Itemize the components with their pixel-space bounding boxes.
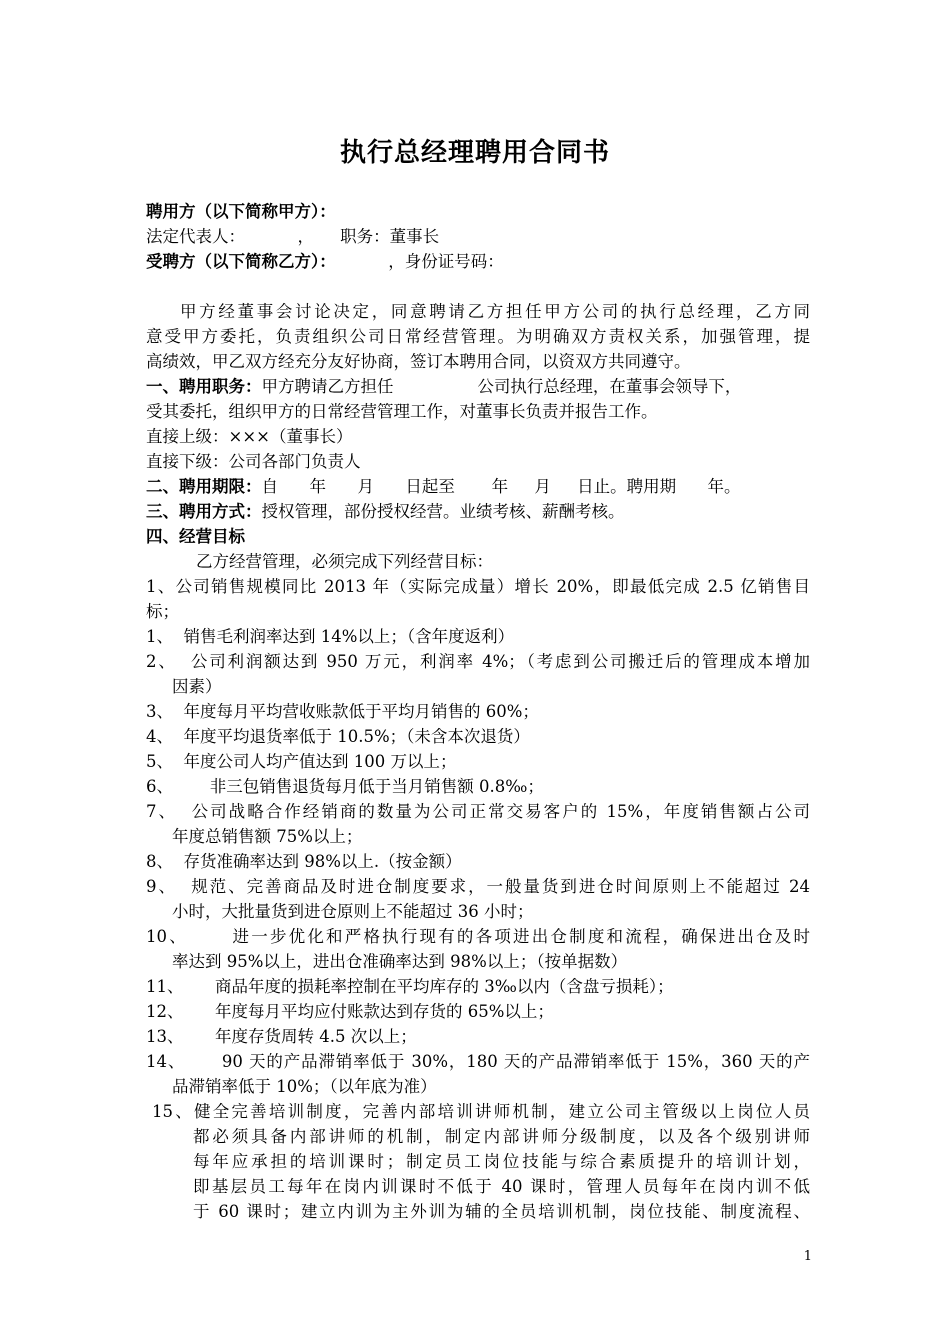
line-text: 即基层员工每年在岗内训课时不低于 40 课时，管理人员每年在岗内训不低: [193, 1177, 810, 1196]
text-line: [146, 999, 810, 1024]
line-text: 直接上级：×××（董事长）: [146, 427, 353, 446]
bold-heading: 聘用方（以下简称甲方）：: [146, 202, 336, 221]
line-text: 直接下级：公司各部门负责人: [146, 452, 361, 471]
text-line: [146, 449, 810, 474]
text-line: [146, 349, 810, 374]
line-text: ，身份证号码：: [335, 252, 504, 271]
text-line: [146, 649, 810, 674]
text-line: [146, 799, 810, 824]
text-line: [146, 599, 810, 624]
line-text: 13、 年度存货周转 4.5 次以上；: [146, 1027, 417, 1046]
text-line: [196, 549, 810, 574]
text-line: [146, 474, 810, 499]
line-text: 7、 公司战略合作经销商的数量为公司正常交易客户的 15%，年度销售额占公司: [146, 802, 810, 821]
text-line: [146, 1049, 810, 1074]
text-line: [146, 699, 810, 724]
text-line: [146, 424, 810, 449]
line-text: 甲方经董事会讨论决定，同意聘请乙方担任甲方公司的执行总经理，乙方同: [180, 302, 810, 321]
line-text: 品滞销率低于 10%；（以年底为准）: [172, 1077, 437, 1096]
text-line: [146, 199, 810, 224]
line-text: 意受甲方委托，负责组织公司日常经营管理。为明确双方责权关系，加强管理，提: [146, 327, 810, 346]
text-line: [152, 1099, 810, 1124]
line-text: 标；: [146, 602, 179, 621]
line-text: 6、 非三包销售退货每月低于当月销售额 0.8‰；: [146, 777, 544, 796]
line-text: 小时，大批量货到进仓原则上不能超过 36 小时；: [172, 902, 534, 921]
text-line: [172, 674, 810, 699]
line-text: 年度总销售额 75%以上；: [172, 827, 363, 846]
line-text: 率达到 95%以上，进出仓准确率达到 98%以上；（按单据数）: [172, 952, 628, 971]
line-text: 8、 存货准确率达到 98%以上.（按金额）: [146, 852, 462, 871]
text-line: [146, 574, 810, 599]
text-line: [193, 1174, 810, 1199]
line-text: 3、 年度每月平均营收账款低于平均月销售的 60%；: [146, 702, 539, 721]
line-text: 1、 销售毛利润率达到 14%以上；（含年度返利）: [146, 627, 515, 646]
text-line: [146, 774, 810, 799]
text-line: [146, 499, 810, 524]
line-text: 甲方聘请乙方担任 公司执行总经理，在董事会领导下，: [261, 377, 742, 396]
text-line: [193, 1199, 810, 1224]
text-line: [146, 399, 810, 424]
text-line: [146, 974, 810, 999]
text-line: [172, 824, 810, 849]
line-text: 11、 商品年度的损耗率控制在平均库存的 3‰以内（含盘亏损耗）；: [146, 977, 674, 996]
bold-heading: 受聘方（以下简称乙方）：: [146, 252, 336, 271]
text-line: [193, 1124, 810, 1149]
text-line: [146, 249, 810, 274]
line-text: 于 60 课时；建立内训为主外训为辅的全员培训机制，岗位技能、制度流程、: [193, 1202, 810, 1221]
line-text: 自 年 月 日起至 年 月 日止。聘用期 年。: [261, 477, 741, 496]
line-text: 15、健全完善培训制度，完善内部培训讲师机制，建立公司主管级以上岗位人员: [152, 1102, 810, 1121]
text-line: [146, 374, 810, 399]
text-line: [146, 849, 810, 874]
line-text: 受其委托，组织甲方的日常经营管理工作，对董事长负责并报告工作。: [146, 402, 658, 421]
page-number: 1: [803, 1249, 812, 1264]
line-text: 都必须具备内部讲师的机制，制定内部讲师分级制度，以及各个级别讲师: [193, 1127, 810, 1146]
line-text: 2、 公司利润额达到 950 万元，利润率 4%；（考虑到公司搬迁后的管理成本增加: [146, 652, 810, 671]
text-line: [146, 874, 810, 899]
text-line: [146, 724, 810, 749]
bold-heading: 二、聘用期限：: [146, 477, 262, 496]
bold-heading: 三、聘用方式：: [146, 502, 262, 521]
line-text: 1、公司销售规模同比 2013 年（实际完成量）增长 20%，即最低完成 2.5 亿销售目: [146, 577, 810, 596]
text-line: [146, 524, 810, 549]
bold-heading: 四、经营目标: [146, 527, 245, 546]
line-text: 14、 90 天的产品滞销率低于 30%，180 天的产品滞销率低于 15%，360 天的产: [146, 1052, 810, 1071]
text-line: [146, 749, 810, 774]
line-text: 乙方经营管理，必须完成下列经营目标：: [196, 552, 493, 571]
line-text: 10、 进一步优化和严格执行现有的各项进出仓制度和流程，确保进出仓及时: [146, 927, 810, 946]
text-line: [146, 1024, 810, 1049]
line-text: 高绩效，甲乙双方经充分友好协商，签订本聘用合同，以资双方共同遵守。: [146, 352, 691, 371]
text-line: [172, 1074, 810, 1099]
line-text: 因素）: [172, 677, 222, 696]
line-text: 每年应承担的培训课时；制定员工岗位技能与综合素质提升的培训计划，: [193, 1152, 810, 1171]
text-line: [146, 224, 810, 249]
text-line: [146, 924, 810, 949]
text-line: [172, 899, 810, 924]
text-line: [146, 624, 810, 649]
bold-heading: 一、聘用职务：: [146, 377, 262, 396]
line-text: 5、 年度公司人均产值达到 100 万以上；: [146, 752, 457, 771]
line-text: 9、 规范、完善商品及时进仓制度要求，一般量货到进仓时间原则上不能超过 24: [146, 877, 810, 896]
line-text: 法定代表人： ， 职务：董事长: [146, 227, 440, 246]
text-line: [172, 949, 810, 974]
document-title: 执行总经理聘用合同书: [339, 138, 610, 168]
line-text: 4、 年度平均退货率低于 10.5%；（未含本次退货）: [146, 727, 530, 746]
text-line: [146, 324, 810, 349]
text-line: [193, 1149, 810, 1174]
text-line: [180, 299, 810, 324]
line-text: 授权管理，部份授权经营。业绩考核、薪酬考核。: [261, 502, 625, 521]
line-text: 12、 年度每月平均应付账款达到存货的 65%以上；: [146, 1002, 554, 1021]
